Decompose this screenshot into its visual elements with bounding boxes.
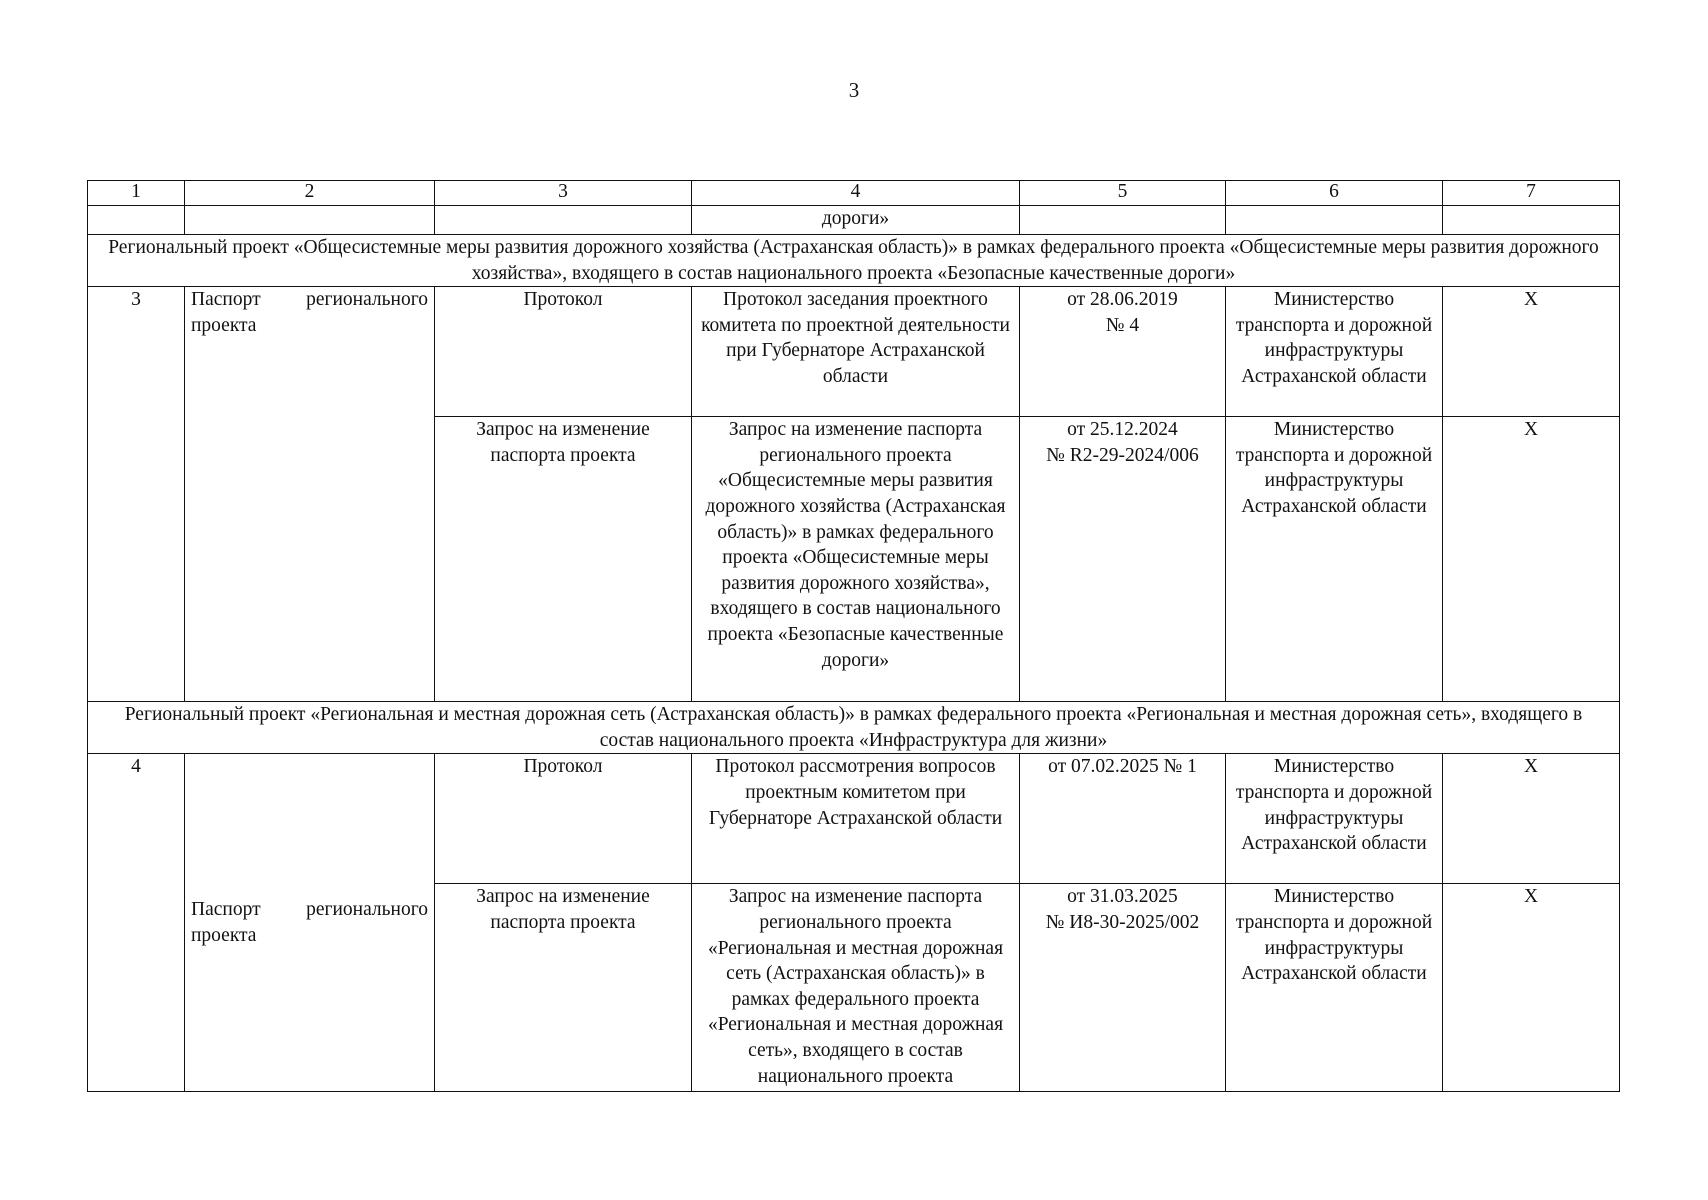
table-row [88, 287, 1620, 417]
header-cell-5: 5 [1020, 181, 1226, 206]
section-header-row [88, 702, 1620, 754]
document-form: Протокол [435, 754, 692, 884]
continuation-cell [88, 206, 185, 235]
header-cell-1: 1 [88, 181, 185, 206]
responsible-authority: Министерство транспорта и дорожной инфраструктуры Астраханской области [1226, 417, 1443, 702]
row-number: 4 [88, 754, 185, 1092]
document-date-number: от 25.12.2024 № R2-29-2024/006 [1020, 417, 1226, 702]
continuation-cell [185, 206, 435, 235]
header-cell-2: 2 [185, 181, 435, 206]
header-cell-6: 6 [1226, 181, 1443, 206]
header-cell-4: 4 [692, 181, 1020, 206]
continuation-text: дороги» [692, 206, 1020, 235]
responsible-authority: Министерство транспорта и дорожной инфраструктуры Астраханской области [1226, 884, 1443, 1092]
table-row [88, 754, 1620, 884]
document-date-number: от 07.02.2025 № 1 [1020, 754, 1226, 884]
document-name: Запрос на изменение паспорта регионального проекта «Региональная и местная дорожная сеть (Астраханская область)» в рамках федерального проекта «Региональная и местная дорожная сеть», входящего в состав национального проекта [692, 884, 1020, 1092]
header-cell-7: 7 [1443, 181, 1620, 206]
document-name: Запрос на изменение паспорта регионального проекта «Общесистемные меры развития дорожного хозяйства (Астраханская область)» в рамках федерального проекта «Общесистемные меры развития дорожного хозяйства», входящего в состав национального проекта «Безопасные качественные дороги» [692, 417, 1020, 702]
section-title: Региональный проект «Региональная и местная дорожная сеть (Астраханская область)» в рамках федерального проекта «Региональная и местная дорожная сеть», входящего в состав национального проекта «Инфраструктура для жизни» [88, 702, 1620, 754]
page-number: 3 [848, 78, 860, 102]
document-form: Запрос на изменение паспорта проекта [435, 417, 692, 702]
mark-cell: Х [1443, 287, 1620, 417]
continuation-cell [1443, 206, 1620, 235]
responsible-authority: Министерство транспорта и дорожной инфраструктуры Астраханской области [1226, 287, 1443, 417]
header-row [88, 181, 1620, 206]
document-type: Паспорт регионального проекта [185, 754, 435, 1092]
document-date-number: от 31.03.2025 № И8-30-2025/002 [1020, 884, 1226, 1092]
mark-cell: Х [1443, 754, 1620, 884]
responsible-authority: Министерство транспорта и дорожной инфраструктуры Астраханской области [1226, 754, 1443, 884]
registry-table [87, 180, 1620, 1092]
document-name: Протокол рассмотрения вопросов проектным комитетом при Губернаторе Астраханской области [692, 754, 1020, 884]
section-title: Региональный проект «Общесистемные меры развития дорожного хозяйства (Астраханская область)» в рамках федерального проекта «Общесистемные меры развития дорожного хозяйства», входящего в состав национального проекта «Безопасные качественные дороги» [88, 235, 1620, 287]
continuation-cell [1020, 206, 1226, 235]
mark-cell: Х [1443, 417, 1620, 702]
document-name: Протокол заседания проектного комитета по проектной деятельности при Губернаторе Астраханской области [692, 287, 1020, 417]
document-type: Паспорт регионального проекта [185, 287, 435, 702]
continuation-cell [1226, 206, 1443, 235]
section-header-row [88, 235, 1620, 287]
header-cell-3: 3 [435, 181, 692, 206]
row-number: 3 [88, 287, 185, 702]
document-date-number: от 28.06.2019 № 4 [1020, 287, 1226, 417]
mark-cell: Х [1443, 884, 1620, 1092]
document-form: Запрос на изменение паспорта проекта [435, 884, 692, 1092]
document-form: Протокол [435, 287, 692, 417]
continuation-row [88, 206, 1620, 235]
continuation-cell [435, 206, 692, 235]
